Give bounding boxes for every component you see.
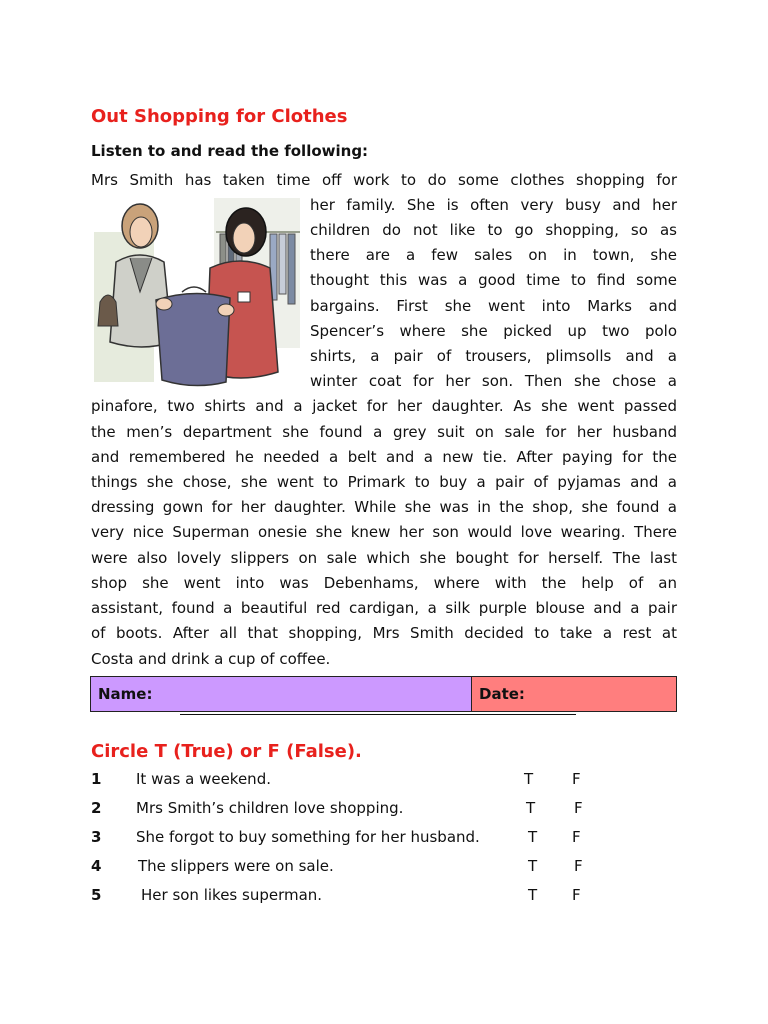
false-option[interactable]: F — [572, 886, 581, 904]
question-number: 2 — [91, 799, 102, 817]
story-line: pinafore, two shirts and a jacket for her daughter. As she went passed — [91, 397, 677, 415]
instruction-heading: Listen to and read the following: — [91, 142, 369, 160]
story-line: Costa and drink a cup of coffee. — [91, 650, 331, 668]
false-option[interactable]: F — [574, 857, 583, 875]
quiz-question — [0, 883, 768, 908]
true-option[interactable]: T — [524, 770, 534, 788]
quiz-question — [0, 796, 768, 821]
story-line: were also lovely slippers on sale which she bought for herself. The last — [91, 549, 677, 567]
name-date-box — [90, 676, 677, 712]
date-field[interactable] — [472, 677, 676, 711]
story-line: thought this was a good time to find some — [310, 271, 677, 289]
quiz-question — [0, 854, 768, 879]
story-line: there are a few sales on in town, she — [310, 246, 677, 264]
story-line: shop she went into was Debenhams, where with the help of an — [91, 574, 677, 592]
story-line: Mrs Smith has taken time off work to do some clothes shopping for — [91, 171, 677, 189]
date-label: Date: — [479, 685, 525, 703]
story-line: shirts, a pair of trousers, plimsolls and a — [310, 347, 677, 365]
true-option[interactable]: T — [528, 886, 538, 904]
false-option[interactable]: F — [572, 828, 581, 846]
page-title: Out Shopping for Clothes — [91, 106, 348, 127]
false-option[interactable]: F — [574, 799, 583, 817]
true-option[interactable]: T — [528, 828, 538, 846]
story-line: dressing gown for her daughter. While she was in the shop, she found a — [91, 498, 677, 516]
two-women-shopping-icon — [94, 192, 300, 394]
quiz-question — [0, 767, 768, 792]
question-number: 1 — [91, 770, 102, 788]
story-line: of boots. After all that shopping, Mrs Smith decided to take a rest at — [91, 624, 677, 642]
question-text: It was a weekend. — [136, 770, 271, 788]
question-text: Her son likes superman. — [141, 886, 323, 904]
question-text: The slippers were on sale. — [138, 857, 334, 875]
story-line: things she chose, she went to Primark to buy a pair of pyjamas and a — [91, 473, 677, 491]
story-line: the men’s department she found a grey suit on sale for her husband — [91, 423, 677, 441]
quiz-title: Circle T (True) or F (False). — [91, 741, 362, 762]
false-option[interactable]: F — [572, 770, 581, 788]
story-line: her family. She is often very busy and her — [310, 196, 677, 214]
question-number: 4 — [91, 857, 102, 875]
story-line: and remembered he needed a belt and a new tie. After paying for the — [91, 448, 677, 466]
true-option[interactable]: T — [526, 799, 536, 817]
story-line: children do not like to go shopping, so as — [310, 221, 677, 239]
story-line: very nice Superman onesie she knew her son would love wearing. There — [91, 523, 677, 541]
question-text: Mrs Smith’s children love shopping. — [136, 799, 404, 817]
divider — [180, 714, 576, 715]
story-line: assistant, found a beautiful red cardigan, a silk purple blouse and a pair — [91, 599, 677, 617]
question-number: 3 — [91, 828, 102, 846]
question-number: 5 — [91, 886, 102, 904]
story-line: Spencer’s where she picked up two polo — [310, 322, 677, 340]
true-option[interactable]: T — [528, 857, 538, 875]
story-line: winter coat for her son. Then she chose a — [310, 372, 677, 390]
name-label: Name: — [98, 685, 153, 703]
story-line: bargains. First she went into Marks and — [310, 297, 677, 315]
question-text: She forgot to buy something for her husband. — [136, 828, 480, 846]
quiz-question — [0, 825, 768, 850]
name-field[interactable] — [91, 677, 472, 711]
